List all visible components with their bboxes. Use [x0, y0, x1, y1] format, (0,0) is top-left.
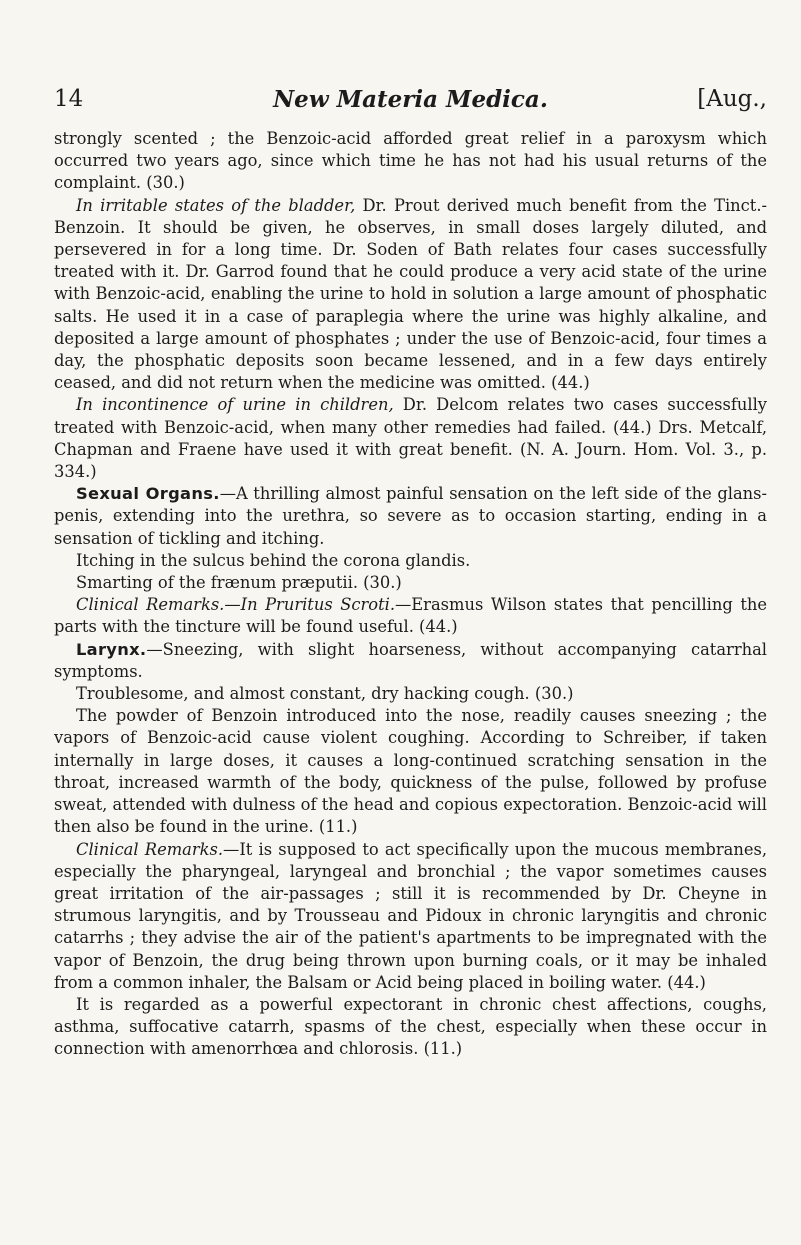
section-heading-larynx: Larynx. — [76, 639, 147, 659]
paragraph: Larynx.—Sneezing, with slight hoarseness, without accompanying catarrhal symptoms. — [54, 639, 767, 681]
italic-lead: In incontinence of urine in children, — [76, 395, 394, 415]
paragraph: Itching in the sulcus behind the corona glandis. — [76, 550, 471, 570]
paragraph: In irritable states of the bladder, Dr. Prout derived much benefit from the Tinct.-Benzoin. It should be given, he observes, in small doses largely diluted, and persevered in for a long time. Dr. Soden of Bath relates four cases successfully treated with it. Dr. Garrod found that he could produce a very acid state of the urine with Benzoic-acid, enabling the urine to hold in solution a large amount of phosphatic salts. He used it in a case of paraplegia where the urine was highly alkaline, and deposited a large amount of phosphates ; under the use of Benzoic-acid, four times a day, the phosphatic deposits soon became lessened, and in a few days entirely ceased, and did not return when the medicine was omitted. (44.) — [54, 195, 767, 393]
running-header — [54, 86, 767, 116]
paragraph: It is regarded as a powerful expectorant in chronic chest affections, coughs, asthma, suffocative catarrh, spasms of the chest, especially when these occur in connection with amenorrhœa and chlorosis. (11.) — [54, 994, 767, 1059]
section-heading-sexual-organs: Sexual Organs. — [76, 484, 220, 504]
italic-lead: Clinical Remarks. — [76, 839, 224, 859]
paragraph: Sexual Organs.—A thrilling almost painful sensation on the left side of the glans-penis, extending into the urethra, so severe as to occasion starting, ending in a sensation of tickling and itching. — [54, 484, 767, 548]
page-number: 14 — [54, 86, 84, 112]
paragraph: The powder of Benzoin introduced into the nose, readily causes sneezing ; the vapors of Benzoic-acid cause violent coughing. According to Schreiber, if taken internally in large doses, it causes a long-continued scratching sensation in the throat, increased warmth of the body, quickness of the pulse, followed by profuse sweat, attended with dulness of the head and copious expectoration. Benzoic-acid will then also be found in the urine. (11.) — [54, 706, 767, 837]
paragraph: Troublesome, and almost constant, dry hacking cough. (30.) — [76, 684, 574, 704]
paragraph: Clinical Remarks.—It is supposed to act specifically upon the mucous membranes, especially the pharyngeal, laryngeal and bronchial ; the vapor sometimes causes great irritation of the air-passages ; still it is recommended by Dr. Cheyne in strumous laryngitis, and by Trousseau and Pidoux in chronic laryngitis and chronic catarrhs ; they advise the air of the patient's apartments to be impregnated with the vapor of Benzoin, the drug being thrown upon burning coals, or it may be inhaled from a common inhaler, the Balsam or Acid being placed in boiling water. (44.) — [54, 839, 767, 992]
paragraph: Smarting of the frænum præputii. (30.) — [76, 573, 402, 593]
paragraph: In incontinence of urine in children, Dr. Delcom relates two cases successfully treated with Benzoic-acid, when many other remedies had failed. (44.) Drs. Metcalf, Chapman and Fraene have used it with great benefit. (N. A. Journ. Hom. Vol. 3., p. 334.) — [54, 395, 767, 482]
italic-lead: In irritable states of the bladder, — [76, 195, 356, 215]
italic-lead: Clinical Remarks.—In Pruritus Scroti. — [76, 595, 396, 615]
body-text — [54, 128, 767, 1061]
running-date: [Aug., — [697, 86, 767, 112]
running-title: New Materia Medica. — [273, 86, 548, 113]
paragraph: strongly scented ; the Benzoic-acid afforded great relief in a paroxysm which occurred two years ago, since which time he has not had his usual returns of the complaint. (30.) — [54, 129, 767, 193]
paragraph: Clinical Remarks.—In Pruritus Scroti.—Erasmus Wilson states that pencilling the parts with the tincture will be found useful. (44.) — [54, 595, 767, 637]
